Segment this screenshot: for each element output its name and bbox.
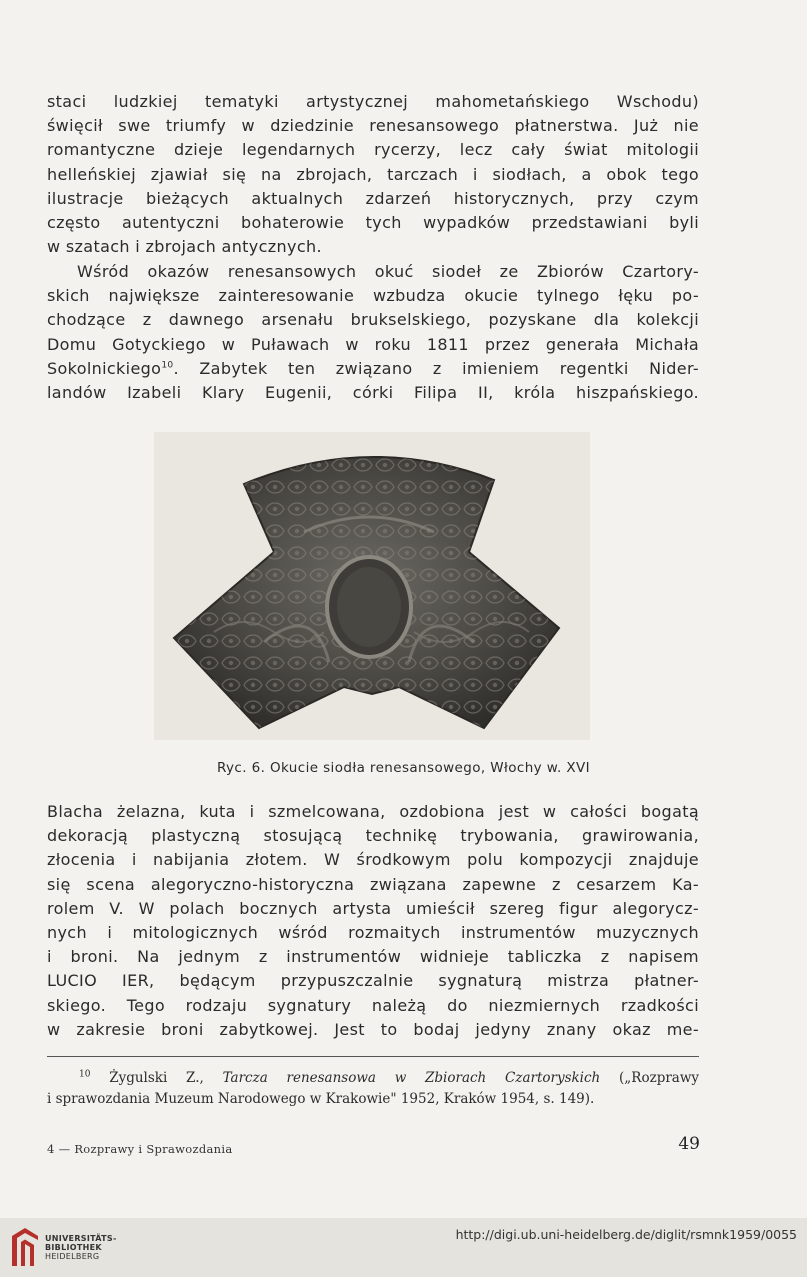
- page-number: 49: [678, 1134, 700, 1154]
- footnote-line: i sprawozdania Muzeum Narodowego w Krakowie" 1952, Kraków 1954, s. 149).: [47, 1091, 595, 1107]
- library-name-line: UNIVERSITÄTS-: [45, 1234, 117, 1243]
- footnote: [47, 1068, 699, 1110]
- text-line: dekoracją plastyczną stosującą technikę trybowania, grawirowania,: [47, 826, 699, 846]
- text-line: landów Izabeli Klary Eugenii, córki Filipa II, króla hiszpańskiego.: [47, 383, 699, 403]
- saddle-plate-illustration: [154, 432, 590, 740]
- text-line: LUCIO IER, będącym przypuszczalnie sygnaturą mistrza płatner-: [47, 971, 699, 991]
- footnote-author: Żygulski Z.,: [109, 1070, 204, 1086]
- text-segment: . Zabytek ten związano z imieniem regentki Nider-: [173, 358, 699, 378]
- text-line: w zakresie broni zabytkowej. Jest to bodaj jedyny znany okaz me-: [47, 1019, 699, 1039]
- figure-saddle-plate-photo: [154, 432, 590, 740]
- paragraph-1: [47, 90, 699, 259]
- footnote-line: [47, 1068, 699, 1089]
- text-segment: Sokolnickiego: [47, 358, 162, 378]
- text-line-with-footnote-ref: [47, 357, 699, 381]
- paragraph-2: [47, 260, 699, 405]
- text-line: staci ludzkiej tematyki artystycznej mahometańskiego Wschodu): [47, 92, 699, 111]
- text-line: nych i mitologicznych wśród rozmaitych instrumentów muzycznych: [47, 923, 699, 943]
- library-name: [45, 1234, 117, 1261]
- text-line: się scena alegoryczno-historyczna związana zapewne z cesarzem Ka-: [47, 874, 699, 894]
- footnote-reference[interactable]: 10: [161, 360, 174, 371]
- text-line: złocenia i nabijania złotem. W środkowym polu kompozycji znajduje: [47, 850, 699, 870]
- text-line: Blacha żelazna, kuta i szmelcowana, ozdobiona jest w całości bogatą: [47, 802, 699, 821]
- text-line: w szatach i zbrojach antycznych.: [47, 237, 322, 257]
- text-line: romantyczne dzieje legendarnych rycerzy, lecz cały świat mitologii: [47, 140, 699, 160]
- permalink-url[interactable]: http://digi.ub.uni-heidelberg.de/diglit/rsmnk1959/0055: [455, 1227, 797, 1242]
- university-library-logo-icon[interactable]: [8, 1226, 42, 1268]
- text-line: helleńskiej zjawiał się na zbrojach, tarczach i siodłach, a obok tego: [47, 164, 699, 184]
- text-line: rolem V. W polach bocznych artysta umieścił szereg figur alegorycz-: [47, 898, 699, 918]
- text-line: Wśród okazów renesansowych okuć siodeł ze Zbiorów Czartory-: [77, 262, 699, 281]
- text-line: skiego. Tego rodzaju sygnatury należą do niezmiernych rzadkości: [47, 995, 699, 1015]
- footnote-divider: [47, 1056, 699, 1057]
- figure-caption: Ryc. 6. Okucie siodła renesansowego, Włochy w. XVI: [216, 760, 591, 776]
- text-line: często autentyczni bohaterowie tych wypadków przedstawiani byli: [47, 213, 699, 233]
- footnote-title: Tarcza renesansowa w Zbiorach Czartoryskich: [222, 1070, 601, 1086]
- library-name-line: BIBLIOTHEK: [45, 1243, 102, 1252]
- library-name-line: HEIDELBERG: [45, 1252, 100, 1261]
- text-line: ilustracje bieżących aktualnych zdarzeń historycznych, przy czym: [47, 188, 699, 208]
- text-line: święcił swe triumfy w dziedzinie renesansowego płatnerstwa. Już nie: [47, 116, 699, 136]
- text-line: chodzące z dawnego arsenału brukselskiego, pozyskane dla kolekcji: [47, 310, 699, 330]
- text-line: skich największe zainteresowanie wzbudza okucie tylnego łęku po-: [47, 286, 699, 306]
- text-line: i broni. Na jednym z instrumentów widnieje tabliczka z napisem: [47, 947, 699, 967]
- footnote-text: („Rozprawy: [619, 1070, 700, 1086]
- running-footer: 4 — Rozprawy i Sprawozdania: [47, 1142, 233, 1156]
- text-line: Domu Gotyckiego w Puławach w roku 1811 przez generała Michała: [47, 334, 699, 354]
- paragraph-3: [47, 800, 699, 1042]
- footnote-number: 10: [79, 1069, 91, 1080]
